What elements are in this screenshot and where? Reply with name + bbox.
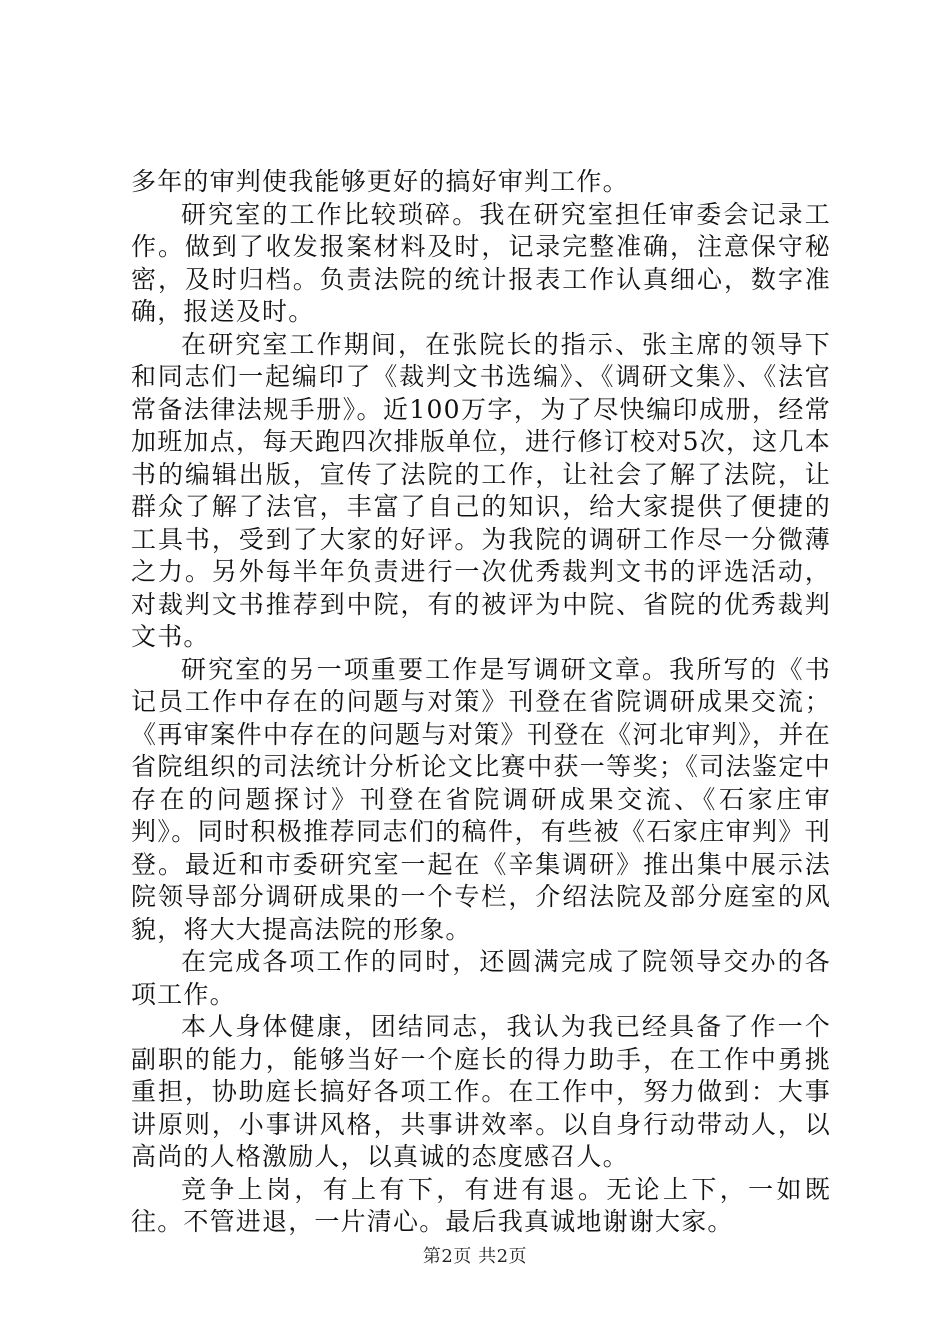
- page-number-footer: 第2页 共2页: [422, 1246, 528, 1267]
- paragraph-closing: 竞争上岗，有上有下，有进有退。无论上下，一如既往。不管进退，一片清心。最后我真诚地谢谢大家。: [131, 1174, 831, 1236]
- paragraph-continuation: 多年的审判使我能够更好的搞好审判工作。: [131, 167, 629, 196]
- paragraph-personal-qualities: 本人身体健康，团结同志，我认为我已经具备了作一个副职的能力，能够当好一个庭长的得力助手，在工作中勇挑重担，协助庭长搞好各项工作。在工作中，努力做到：大事讲原则，小事讲风格，共事讲效率。以自身行动带动人，以高尚的人格激励人，以真诚的态度感召人。: [131, 1012, 831, 1171]
- paragraph-research-articles: 研究室的另一项重要工作是写调研文章。我所写的《书记员工作中存在的问题与对策》刊登在省院调研成果交流；《再审案件中存在的问题与对策》刊登在《河北审判》，并在省院组织的司法统计分析论文比赛中获一等奖；《司法鉴定中存在的问题探讨》刊登在省院调研成果交流、《石家庄审判》。同时积极推荐同志们的稿件，有些被《石家庄审判》刊登。最近和市委研究室一起在《辛集调研》推出集中展示法院领导部分调研成果的一个专栏，介绍法院及部分庭室的风貌，将大大提高法院的形象。: [131, 654, 831, 944]
- paragraph-editing-publications: 在研究室工作期间，在张院长的指示、张主席的领导下和同志们一起编印了《裁判文书选编》、《调研文集》、《法官常备法律法规手册》。近100万字，为了尽快编印成册，经常加班加点，每天跑四次排版单位，进行修订校对5次，这几本书的编辑出版，宣传了法院的工作，让社会了解了法院，让群众了解了法官，丰富了自己的知识，给大家提供了便捷的工具书，受到了大家的好评。为我院的调研工作尽一分微薄之力。另外每半年负责进行一次优秀裁判文书的评选活动，对裁判文书推荐到中院，有的被评为中院、省院的优秀裁判文书。: [131, 329, 831, 651]
- paragraph-research-office-duties: 研究室的工作比较琐碎。我在研究室担任审委会记录工作。做到了收发报案材料及时，记录完整准确，注意保守秘密，及时归档。负责法院的统计报表工作认真细心，数字准确，报送及时。: [131, 199, 831, 326]
- document-body: [131, 166, 831, 1239]
- paragraph-assigned-tasks: 在完成各项工作的同时，还圆满完成了院领导交办的各项工作。: [131, 947, 831, 1009]
